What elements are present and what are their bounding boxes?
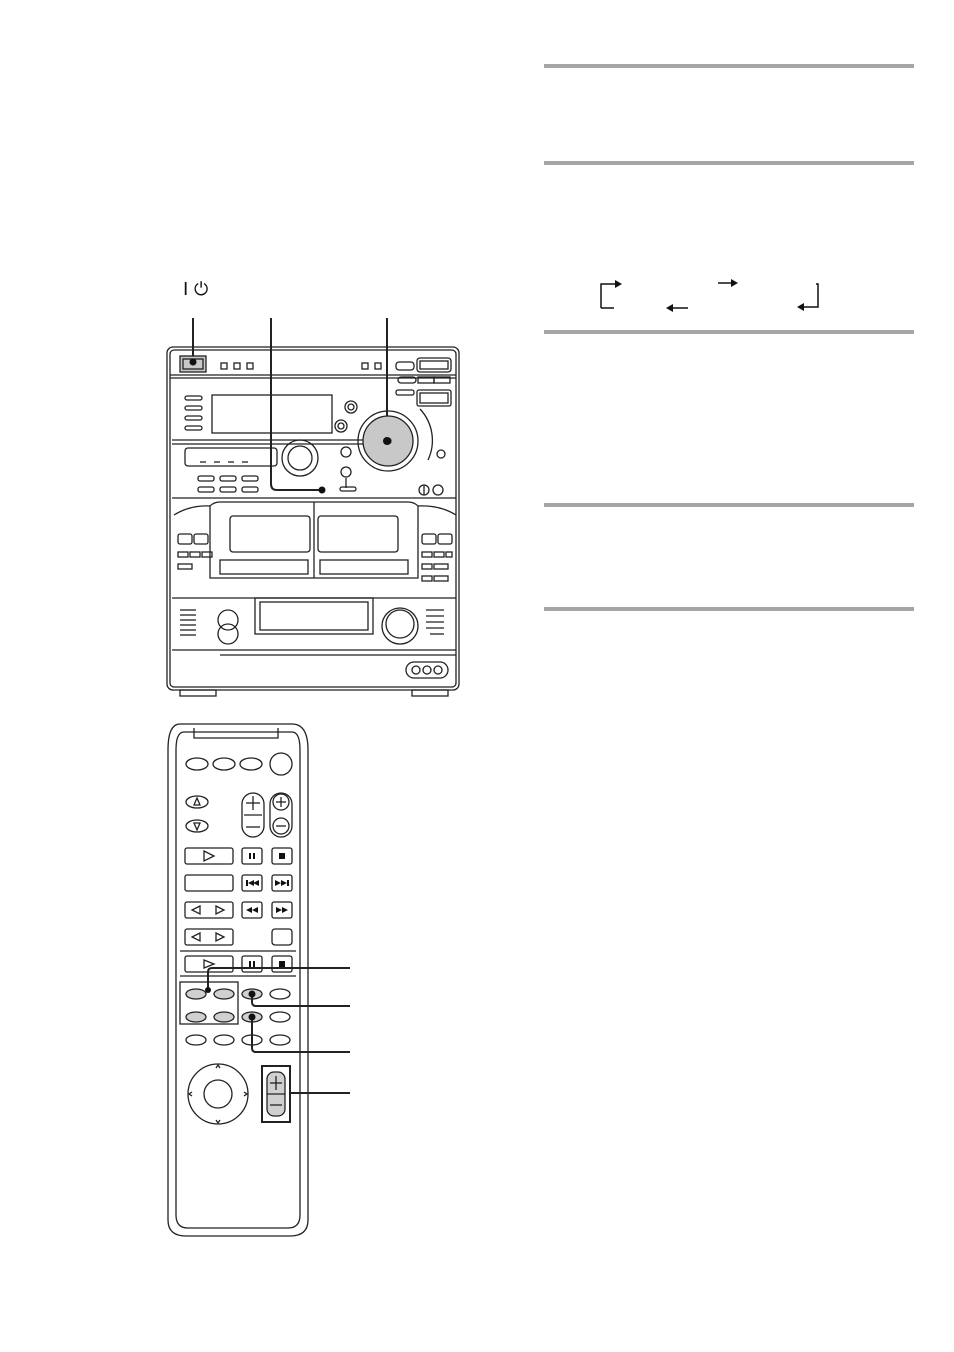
section-rule-4 [544,503,914,507]
power-icon: I ⏻ [183,279,209,300]
main-unit-illustration [160,310,470,702]
cycle-arrows-icon [598,270,828,314]
remote-control-illustration [160,720,360,1240]
section-rule-5 [544,607,914,611]
section-rule-2 [544,161,914,165]
section-rule-1 [544,64,914,68]
section-rule-3 [544,330,914,334]
